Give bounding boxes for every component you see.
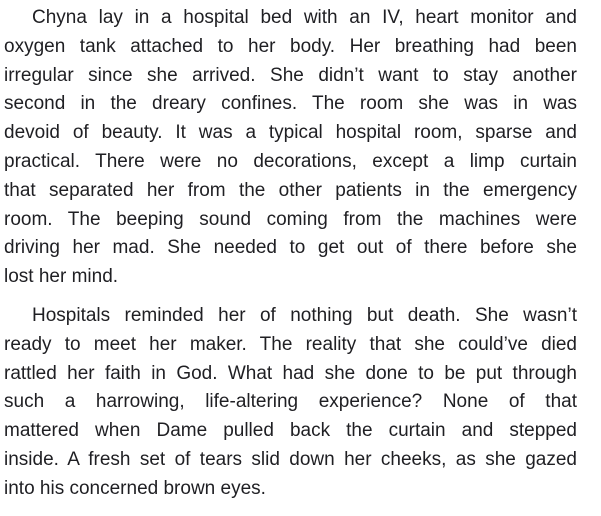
text-line: devoid of beauty. It was a typical hospital room, sparse and [4,122,577,144]
text-line: irregular since she arrived. She didn’t want to stay another [4,64,577,86]
text-line: inside. A fresh set of tears slid down her cheeks, as she gazed [4,448,577,470]
text-line: second in the dreary confines. The room she was in was [4,93,577,115]
text-line: Chyna lay in a hospital bed with an IV, heart monitor and [32,7,577,28]
text-line: practical. There were no decorations, except a limp curtain [4,150,577,172]
text-line: that separated her from the other patients in the emergency [4,179,577,201]
text-line: ready to meet her maker. The reality that she could’ve died [4,333,577,355]
text-line: lost her mind. [4,266,119,288]
text-line: into his concerned brown eyes. [4,477,266,499]
text-line: rattled her faith in God. What had she done to be put through [4,362,577,384]
text-line: Hospitals reminded her of nothing but death. She wasn’t [32,304,577,326]
text-line: driving her mad. She needed to get out of there before she [4,237,577,259]
text-line: oxygen tank attached to her body. Her breathing had been [4,35,577,57]
text-line: room. The beeping sound coming from the machines were [4,208,577,230]
paragraph-2 [4,302,577,504]
paragraph-1 [4,4,577,292]
text-line: mattered when Dame pulled back the curtain and stepped [4,420,577,442]
text-line: such a harrowing, life-altering experience? None of that [4,391,577,413]
